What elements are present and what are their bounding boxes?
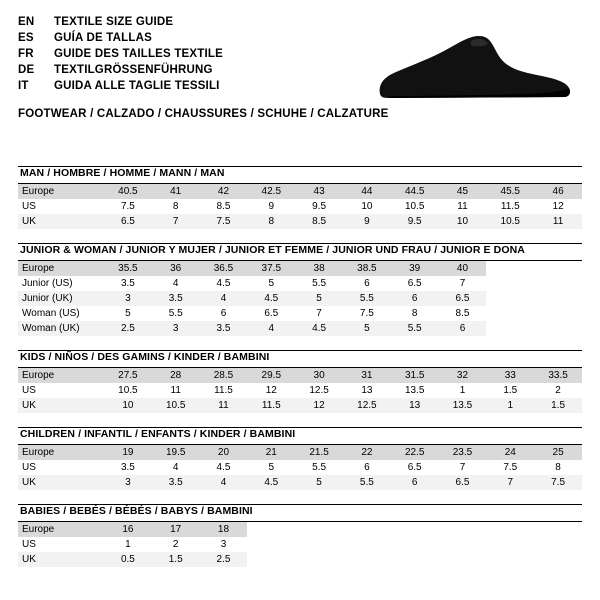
- language-title-list: [18, 16, 223, 96]
- size-table: [18, 522, 582, 567]
- size-cell: 31.5: [391, 368, 439, 383]
- language-row: [18, 32, 223, 48]
- row-label: Europe: [18, 522, 104, 537]
- table-row: [18, 261, 582, 276]
- size-cell: 7.5: [359, 308, 374, 319]
- size-cell: 44.5: [391, 184, 439, 199]
- empty-cell: [534, 276, 582, 291]
- size-cell: 28.5: [200, 368, 248, 383]
- table-row: [18, 306, 582, 321]
- size-cell: 10.5: [152, 398, 200, 413]
- size-cell: 19: [104, 445, 152, 460]
- section-title: CHILDREN / INFANTIL / ENFANTS / KINDER / BAMBINI: [20, 428, 296, 440]
- language-code: FR: [18, 48, 34, 60]
- size-cell: 6: [364, 278, 370, 289]
- section-title: MAN / HOMBRE / HOMME / MANN / MAN: [20, 167, 225, 179]
- size-cell: 5: [295, 291, 343, 306]
- size-cell: 5.5: [168, 308, 183, 319]
- size-cell: 8: [247, 214, 295, 229]
- empty-cell: [391, 552, 439, 567]
- size-cell: 39: [391, 261, 439, 276]
- empty-cell: [486, 537, 534, 552]
- size-section: [18, 427, 582, 490]
- size-cell: 36.5: [200, 261, 248, 276]
- size-cell: 11.5: [247, 398, 295, 413]
- size-cell: 7.5: [120, 201, 135, 212]
- size-cell: 4.5: [247, 475, 295, 490]
- size-cell: 3: [104, 291, 152, 306]
- size-cell: 13: [361, 385, 373, 396]
- size-cell: 5: [268, 278, 275, 289]
- size-cell: 46: [534, 184, 582, 199]
- empty-cell: [247, 552, 295, 567]
- table-row: [18, 460, 582, 475]
- size-section: [18, 243, 582, 336]
- row-label: Junior (UK): [18, 291, 104, 306]
- size-cell: 42.5: [247, 184, 295, 199]
- empty-cell: [486, 522, 534, 537]
- table-row: [18, 522, 582, 537]
- empty-cell: [247, 522, 295, 537]
- language-row: [18, 80, 223, 96]
- size-cell: 7.5: [534, 475, 582, 490]
- row-label: Europe: [18, 445, 104, 460]
- empty-cell: [534, 291, 582, 306]
- size-section: [18, 504, 582, 567]
- size-cell: 6: [391, 475, 439, 490]
- table-row: [18, 383, 582, 398]
- language-row: [18, 16, 223, 32]
- dress-shoe-icon: [374, 34, 574, 106]
- size-cell: 2: [172, 539, 179, 550]
- row-label: UK: [18, 475, 104, 490]
- size-cell: 18: [200, 522, 248, 537]
- empty-cell: [439, 537, 487, 552]
- language-code: IT: [18, 80, 29, 92]
- size-cell: 5.5: [343, 291, 391, 306]
- table-row: [18, 199, 582, 214]
- size-cell: 24: [486, 445, 534, 460]
- row-label: UK: [18, 552, 104, 567]
- empty-cell: [343, 522, 391, 537]
- empty-cell: [439, 522, 487, 537]
- size-cell: 12: [295, 398, 343, 413]
- size-cell: 45.5: [486, 184, 534, 199]
- language-row: [18, 48, 223, 64]
- size-cell: 5.5: [312, 462, 327, 473]
- size-cell: 40.5: [104, 184, 152, 199]
- size-cell: 19.5: [152, 445, 200, 460]
- row-label: Woman (UK): [18, 321, 104, 336]
- size-cell: 10: [104, 398, 152, 413]
- empty-cell: [534, 522, 582, 537]
- size-cell: 44: [343, 184, 391, 199]
- empty-cell: [534, 261, 582, 276]
- empty-cell: [534, 321, 582, 336]
- empty-cell: [295, 552, 343, 567]
- size-cell: 3.5: [200, 321, 248, 336]
- row-label: Europe: [18, 261, 104, 276]
- empty-cell: [534, 552, 582, 567]
- size-cell: 5: [295, 475, 343, 490]
- size-cell: 12: [265, 385, 277, 396]
- size-cell: 1: [459, 385, 466, 396]
- size-cell: 8: [555, 462, 561, 473]
- size-cell: 8: [172, 201, 179, 212]
- size-cell: 2.5: [104, 321, 152, 336]
- size-cell: 4: [172, 278, 179, 289]
- language-title: GUIDE DES TAILLES TEXTILE: [54, 48, 223, 60]
- size-cell: 38: [295, 261, 343, 276]
- size-cell: 4: [200, 475, 248, 490]
- size-cell: 3.5: [120, 278, 135, 289]
- size-cell: 31: [343, 368, 391, 383]
- size-cell: 22.5: [391, 445, 439, 460]
- language-title: TEXTILGRÖSSENFÜHRUNG: [54, 64, 213, 76]
- language-code: ES: [18, 32, 34, 44]
- size-cell: 20: [200, 445, 248, 460]
- empty-cell: [295, 522, 343, 537]
- language-title: TEXTILE SIZE GUIDE: [54, 16, 174, 28]
- table-row: [18, 184, 582, 199]
- size-cell: 13.5: [404, 385, 425, 396]
- size-table: [18, 445, 582, 490]
- table-row: [18, 291, 582, 306]
- size-cell: 16: [104, 522, 152, 537]
- size-cell: 3: [104, 475, 152, 490]
- empty-cell: [247, 537, 295, 552]
- language-code: EN: [18, 16, 35, 28]
- table-row: [18, 445, 582, 460]
- size-cell: 0.5: [104, 552, 152, 567]
- size-cell: 5: [125, 308, 131, 319]
- section-title: BABIES / BEBÉS / BÉBÉS / BABYS / BAMBINI: [20, 505, 253, 517]
- size-cell: 9: [343, 214, 391, 229]
- size-cell: 42: [200, 184, 248, 199]
- size-cell: 6.5: [407, 462, 422, 473]
- size-cell: 12.5: [343, 398, 391, 413]
- size-cell: 6: [364, 462, 370, 473]
- size-cell: 5.5: [312, 278, 327, 289]
- size-cell: 3: [152, 321, 200, 336]
- size-cell: 13.5: [439, 398, 487, 413]
- size-cell: 37.5: [247, 261, 295, 276]
- table-row: [18, 214, 582, 229]
- table-row: [18, 321, 582, 336]
- size-cell: 6: [391, 291, 439, 306]
- size-cell: 3: [220, 539, 227, 550]
- language-title-list-body: [18, 16, 223, 96]
- empty-cell: [343, 537, 391, 552]
- size-cell: 7: [459, 462, 466, 473]
- size-cell: 10: [361, 201, 373, 212]
- size-cell: 4: [200, 291, 248, 306]
- row-label: UK: [18, 398, 104, 413]
- size-cell: 6.5: [439, 475, 487, 490]
- size-cell: 3.5: [120, 462, 135, 473]
- size-cell: 33: [486, 368, 534, 383]
- size-cell: 21: [247, 445, 295, 460]
- document-header: [18, 16, 582, 136]
- size-cell: 25: [534, 445, 582, 460]
- size-cell: 40: [439, 261, 487, 276]
- size-cell: 11: [457, 201, 468, 212]
- size-cell: 8.5: [216, 201, 231, 212]
- size-cell: 29.5: [247, 368, 295, 383]
- size-cell: 9: [268, 201, 275, 212]
- row-label: Europe: [18, 184, 104, 199]
- size-cell: 23.5: [439, 445, 487, 460]
- size-cell: 1.5: [534, 398, 582, 413]
- empty-cell: [486, 261, 534, 276]
- size-cell: 2: [555, 385, 561, 396]
- row-label: Junior (US): [22, 278, 73, 289]
- size-cell: 38.5: [343, 261, 391, 276]
- empty-cell: [534, 306, 582, 321]
- size-cell: 4.5: [216, 278, 231, 289]
- size-cell: 7.5: [200, 214, 248, 229]
- size-cell: 7: [316, 308, 322, 319]
- empty-cell: [486, 276, 534, 291]
- empty-cell: [439, 552, 487, 567]
- size-cell: 1: [125, 539, 131, 550]
- size-cell: 41: [152, 184, 200, 199]
- table-row: [18, 398, 582, 413]
- size-cell: 36: [152, 261, 200, 276]
- size-cell: 6.5: [407, 278, 422, 289]
- empty-cell: [391, 522, 439, 537]
- row-label: UK: [18, 214, 104, 229]
- size-cell: 10.5: [118, 385, 138, 396]
- size-cell: 30: [295, 368, 343, 383]
- size-cell: 4.5: [216, 462, 231, 473]
- table-row: [18, 276, 582, 291]
- size-cell: 17: [152, 522, 200, 537]
- empty-cell: [486, 306, 534, 321]
- size-cell: 6: [220, 308, 227, 319]
- empty-cell: [486, 291, 534, 306]
- size-cell: 6.5: [104, 214, 152, 229]
- size-cell: 5.5: [343, 475, 391, 490]
- empty-cell: [343, 552, 391, 567]
- size-cell: 13: [391, 398, 439, 413]
- size-cell: 11.5: [500, 201, 520, 212]
- size-cell: 3.5: [152, 291, 200, 306]
- size-cell: 4: [247, 321, 295, 336]
- size-cell: 2.5: [200, 552, 248, 567]
- table-row: [18, 475, 582, 490]
- table-row: [18, 537, 582, 552]
- size-cell: 1.5: [152, 552, 200, 567]
- size-cell: 22: [343, 445, 391, 460]
- size-cell: 6.5: [439, 291, 487, 306]
- size-cell: 7: [152, 214, 200, 229]
- empty-cell: [486, 552, 534, 567]
- size-cell: 35.5: [104, 261, 152, 276]
- size-cell: 11.5: [214, 385, 233, 396]
- size-cell: 9.5: [312, 201, 327, 212]
- size-cell: 5: [343, 321, 391, 336]
- table-row: [18, 368, 582, 383]
- size-cell: 7: [459, 278, 466, 289]
- size-cell: 12: [552, 201, 564, 212]
- table-row: [18, 552, 582, 567]
- size-cell: 4.5: [247, 291, 295, 306]
- size-table: [18, 368, 582, 413]
- size-cell: 3.5: [152, 475, 200, 490]
- language-row: [18, 64, 223, 80]
- size-cell: 10.5: [404, 201, 425, 212]
- size-cell: 1: [486, 398, 534, 413]
- row-label: Europe: [18, 368, 104, 383]
- size-cell: 4: [172, 462, 179, 473]
- section-title: JUNIOR & WOMAN / JUNIOR Y MUJER / JUNIOR ET FEMME / JUNIOR UND FRAU / JUNIOR E DONA: [20, 244, 525, 256]
- size-cell: 8.5: [455, 308, 470, 319]
- size-cell: 32: [439, 368, 487, 383]
- size-cell: 8.5: [295, 214, 343, 229]
- size-cell: 11: [170, 385, 181, 396]
- size-sections: [18, 166, 582, 567]
- empty-cell: [534, 537, 582, 552]
- size-section: [18, 350, 582, 413]
- row-label: Woman (US): [22, 308, 80, 319]
- size-cell: 9.5: [391, 214, 439, 229]
- size-cell: 10: [439, 214, 487, 229]
- size-cell: 5.5: [391, 321, 439, 336]
- size-cell: 28: [152, 368, 200, 383]
- size-cell: 7.5: [503, 462, 518, 473]
- size-cell: 45: [439, 184, 487, 199]
- size-cell: 6: [439, 321, 487, 336]
- category-line: FOOTWEAR / CALZADO / CHAUSSURES / SCHUHE / CALZATURE: [18, 108, 389, 120]
- size-cell: 8: [411, 308, 418, 319]
- size-table: [18, 261, 582, 336]
- empty-cell: [391, 537, 439, 552]
- size-cell: 12.5: [309, 385, 329, 396]
- size-cell: 11: [200, 398, 248, 413]
- size-cell: 27.5: [104, 368, 152, 383]
- size-table: [18, 184, 582, 229]
- size-cell: 33.5: [534, 368, 582, 383]
- row-label: US: [22, 201, 36, 212]
- empty-cell: [295, 537, 343, 552]
- language-code: DE: [18, 64, 35, 76]
- language-title: GUIDA ALLE TAGLIE TESSILI: [54, 80, 220, 92]
- row-label: US: [22, 462, 36, 473]
- empty-cell: [486, 321, 534, 336]
- size-cell: 21.5: [295, 445, 343, 460]
- size-cell: 7: [486, 475, 534, 490]
- row-label: US: [22, 385, 36, 396]
- size-cell: 5: [268, 462, 275, 473]
- size-cell: 11: [534, 214, 582, 229]
- size-cell: 10.5: [486, 214, 534, 229]
- section-title: KIDS / NIÑOS / DES GAMINS / KINDER / BAMBINI: [20, 351, 270, 363]
- size-cell: 43: [295, 184, 343, 199]
- size-cell: 4.5: [295, 321, 343, 336]
- language-title: GUÍA DE TALLAS: [54, 32, 152, 44]
- size-cell: 1.5: [503, 385, 518, 396]
- row-label: US: [22, 539, 36, 550]
- size-section: [18, 166, 582, 229]
- size-cell: 6.5: [264, 308, 279, 319]
